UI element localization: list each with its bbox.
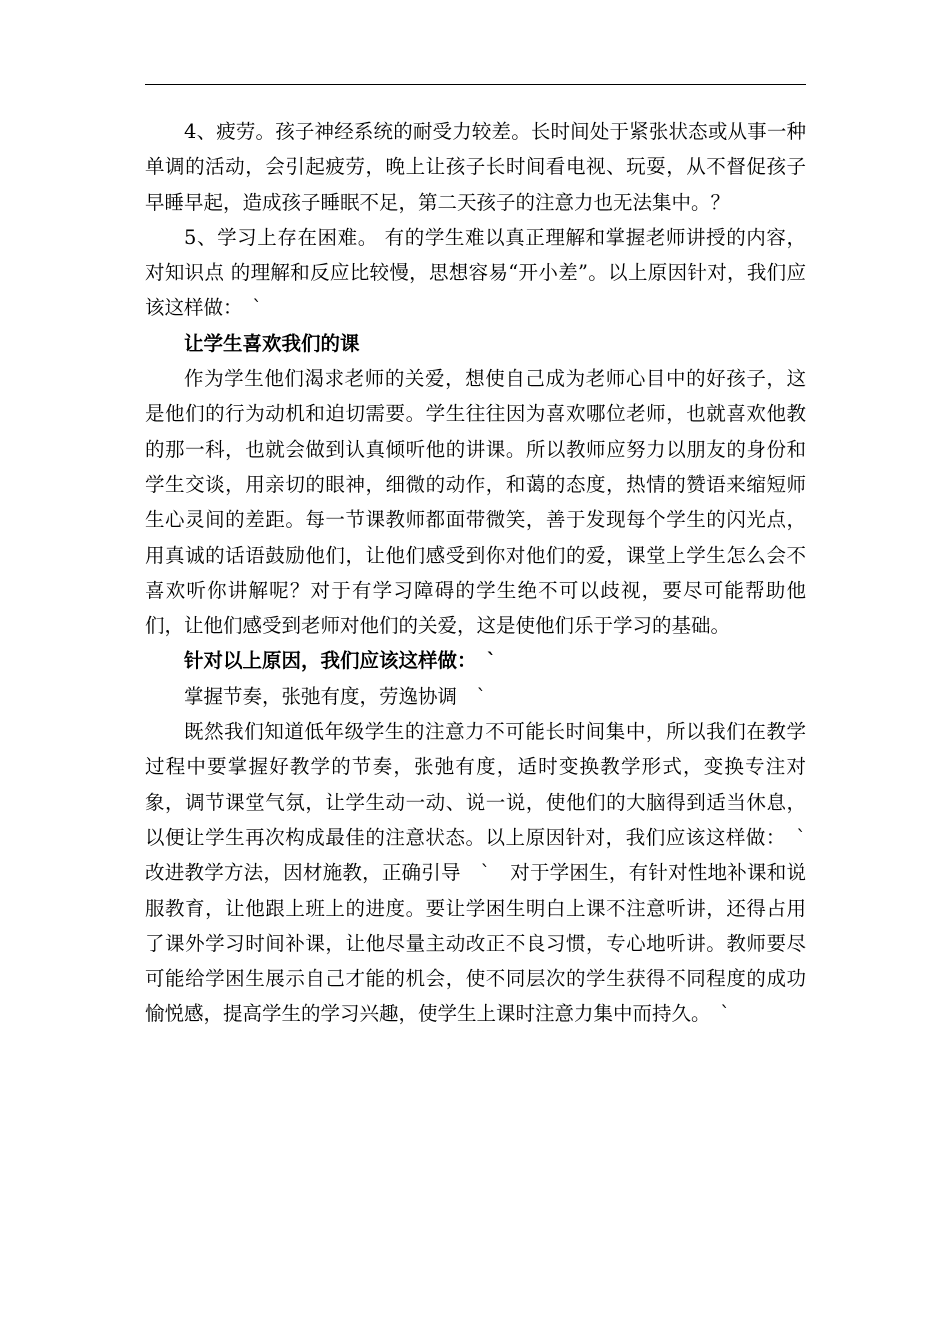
paragraph-teacher-care: 作为学生他们渴求老师的关爱，想使自己成为老师心目中的好孩子，这是他们的行为动机和迫切需要。学生往往因为喜欢哪位老师，也就喜欢他教的那一科，也就会做到认真倾听他的讲课。所以教师应努力以朋友的身份和学生交谈，用亲切的眼神，细微的动作，和蔼的态度，热情的赞语来缩短师生心灵间的差距。每一节课教师都面带微笑，善于发现每个学生的闪光点，用真诚的话语鼓励他们，让他们感受到你对他们的爱，课堂上学生怎么会不喜欢听你讲解呢？对于有学习障碍的学生绝不可以歧视，要尽可能帮助他们，让他们感受到老师对他们的关爱，这是使他们乐于学习的基础。 — [145, 367, 806, 638]
paragraph-rhythm-title: 掌握节奏，张弛有度，劳逸协调 ` — [184, 684, 487, 708]
document-body — [145, 114, 806, 1032]
paragraph-learning-difficulty: 5、学习上存在困难。 有的学生难以真正理解和掌握老师讲授的内容，对知识点 的理解和反应比较慢，思想容易“开小差”。以上原因针对，我们应该这样做： ` — [145, 225, 806, 320]
section-heading-measures: 针对以上原因，我们应该这样做： ` — [184, 649, 497, 673]
paragraph-fatigue: 4、疲劳。孩子神经系统的耐受力较差。长时间处于紧张状态或从事一种单调的活动，会引起疲劳，晚上让孩子长时间看电视、玩耍，从不督促孩子早睡早起，造成孩子睡眠不足，第二天孩子的注意力也无法集中。？ — [145, 120, 806, 214]
paragraph-rhythm-body: 既然我们知道低年级学生的注意力不可能长时间集中，所以我们在教学过程中要掌握好教学的节奏，张弛有度，适时变换教学形式，变换专注对象，调节课堂气氛，让学生动一动、说一说，使他们的大脑得到适当休息，以便让学生再次构成最佳的注意状态。以上原因针对，我们应该这样做： `改进教学方法，因材施教，正确引导 ` 对于学困生，有针对性地补课和说服教育，让他跟上班上的进度。要让学困生明白上课不注意听讲，还得占用了课外学习时间补课，让他尽量主动改正不良习惯，专心地听讲。教师要尽可能给学困生展示自己才能的机会，使不同层次的学生获得不同程度的成功愉悦感，提高学生的学习兴趣，使学生上课时注意力集中而持久。 ` — [145, 720, 806, 1026]
section-heading-like-our-class: 让学生喜欢我们的课 — [184, 331, 360, 355]
header-rule — [145, 84, 806, 85]
